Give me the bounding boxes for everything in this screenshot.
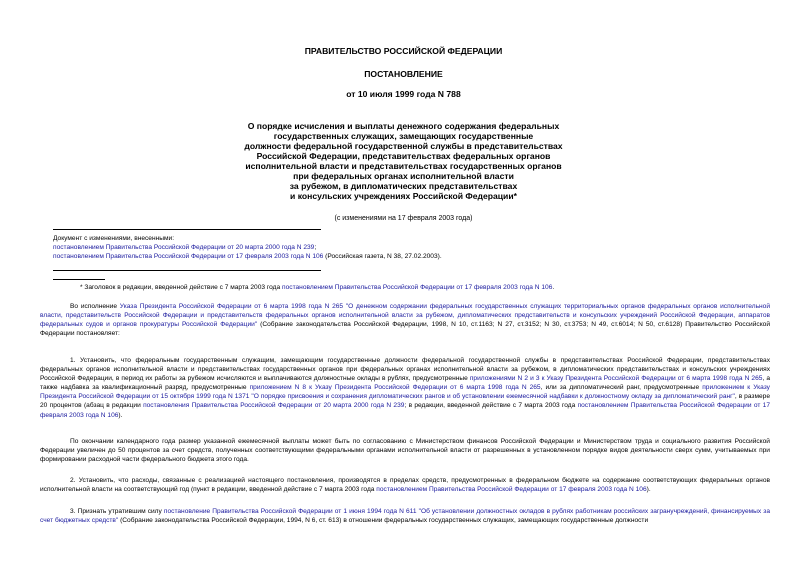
- item3-link-1994-611[interactable]: постановление Правительства Российской Федерации от 1 июня 1994 года N 611 "Об установлении должностных окладов в рублях работникам российских загранучреждений, финансируемых за счет бюджетных средств": [40, 508, 770, 525]
- item1-link-2003-106[interactable]: постановлением Правительства Российской Федерации от 17 февраля 2003 года N 106: [40, 402, 770, 419]
- footnote-link[interactable]: постановлением Правительства Российской Федерации от 17 февраля 2003 года N 106: [282, 284, 553, 291]
- item-1-paragraph: 1. Установить, что федеральным государственным служащим, замещающим государственные должности федеральной государственной службы в представительствах Российской Федерации, представительствах федеральных органов исполнительной власти и представительствах государственных органов при федеральных органах исполнительной власти за рубежом, в дипломатических представительствах и консульских учреждениях Российской Федерации, в период их работы за рубежом исчисляются и выплачиваются должностные оклады в рублях, предусмотренные приложениями N 2 и 3 к Указу Президента Российской Федерации от 6 марта 1998 года N 265, а также надбавка за квалификационный разряд, предусмотренные приложением N 8 к Указу Президента Российской Федерации от 6 марта 1998 года N 265, или за дипломатический ранг, предусмотренные приложением к Указу Президента Российской Федерации от 15 октября 1999 года N 1371 "О порядке присвоения и сохранения дипломатических рангов и об установлении ежемесячной надбавки к должностному окладу за дипломатический ранг", в размере 20 процентов (абзац в редакции постановления Правительства Российской Федерации от 20 марта 2000 года N 239; в редакции, введенной действие с 7 марта 2003 года постановлением Правительства Российской Федерации от 17 февраля 2003 года N 106).: [40, 357, 770, 419]
- title-line: должности федеральной государственной службы в представительствах: [244, 141, 563, 151]
- item2-link-2003-106[interactable]: постановлением Правительства Российской Федерации от 17 февраля 2003 года N 106: [376, 486, 647, 494]
- divider-top: [53, 229, 321, 230]
- preamble-paragraph: Во исполнение Указа Президента Российской Федерации от 6 марта 1998 года N 265 "О денежном содержании федеральных государственных служащих территориальных органов федеральных органов исполнительной власти, представительств Российской Федерации и представительств федеральных органов исполнительной власти за рубежом, дипломатических представительств и консульских учреждений Российской Федерации, аппаратов федеральных судов и органов прокуратуры Российской Федерации" (Собрание законодательства Российской Федерации, 1998, N 10, ст.1163; N 27, ст.3152; N 30, ст.3753; N 49, ст.6014; N 50, ст.6128) Правительство Российской Федерации постановляет:: [40, 303, 771, 338]
- changes-label: Документ с изменениями, внесенными:: [53, 235, 175, 242]
- title-line: государственных служащих, замещающих государственные: [273, 131, 534, 141]
- item1-link-2000-239[interactable]: постановления Правительства Российской Федерации от 20 марта 2000 года N 239: [143, 402, 405, 410]
- document-type-heading: ПОСТАНОВЛЕНИЕ: [364, 69, 443, 79]
- item1-link-appendix-2-3[interactable]: приложениями N 2 и 3 к Указу Президента Российской Федерации от 6 марта 1998 года N 265: [469, 375, 763, 383]
- change-item: постановлением Правительства Российской Федерации от 20 марта 2000 года N 239;: [53, 244, 317, 252]
- item-1-second-paragraph: По окончании календарного года размер указанной ежемесячной выплаты может быть по согласованию с Министерством финансов Российской Федерации и Министерством труда и социального развития Российской Федерации увеличен до 50 процентов за счет средств, полученных соответствующими федеральными органами исполнительной власти от разрешенных в установленном порядке видов деятельности сверх сумм, учитываемых при формировании расходной части федерального бюджета этого года.: [40, 438, 770, 464]
- item1-link-appendix-8[interactable]: приложением N 8 к Указу Президента Российской Федерации от 6 марта 1998 года N 265: [249, 384, 541, 392]
- change-link-2003[interactable]: постановлением Правительства Российской Федерации от 17 февраля 2003 года N 106: [53, 253, 324, 261]
- footnote-divider: [53, 279, 105, 280]
- change-item: постановлением Правительства Российской Федерации от 17 февраля 2003 года N 106 (Российская газета, N 38, 27.02.2003).: [53, 253, 442, 261]
- title-line: О порядке исчисления и выплаты денежного содержания федеральных: [247, 121, 560, 131]
- document-title: [0, 121, 807, 201]
- preamble-ukaz-link[interactable]: Указа Президента Российской Федерации от 6 марта 1998 года N 265 "О денежном содержании федеральных государственных служащих территориальных органов федеральных органов исполнительной власти, представительств Российской Федерации и представительств федеральных органов исполнительной власти за рубежом, дипломатических представительств и консульских учреждений Российской Федерации, аппаратов федеральных судов и органов прокуратуры Российской Федерации": [40, 303, 771, 329]
- government-heading: ПРАВИТЕЛЬСТВО РОССИЙСКОЙ ФЕДЕРАЦИИ: [304, 46, 503, 56]
- title-line: при федеральных органах исполнительной власти: [293, 171, 514, 181]
- title-line: Российской Федерации, представительствах федеральных органов: [256, 151, 551, 161]
- footnote: * Заголовок в редакции, введенной действие с 7 марта 2003 года постановлением Правительства Российской Федерации от 17 февраля 2003 года N 106.: [80, 284, 555, 291]
- title-line: исполнительной власти и представительствах государственных органов: [245, 161, 562, 171]
- item-2-paragraph: 2. Установить, что расходы, связанные с реализацией настоящего постановления, производятся в пределах средств, предусмотренных в федеральном бюджете на содержание соответствующих федеральных органов исполнительной власти на соответствующий год (пункт в редакции, введенной действие с 7 марта 2003 года постановлением Правительства Российской Федерации от 17 февраля 2003 года N 106).: [40, 477, 770, 494]
- amendments-note: (с изменениями на 17 февраля 2003 года): [334, 215, 473, 222]
- document-date: от 10 июля 1999 года N 788: [346, 89, 461, 99]
- title-line: за рубежом, в дипломатических представительствах: [289, 181, 518, 191]
- title-line: и консульских учреждениях Российской Федерации*: [290, 191, 517, 201]
- divider-bottom: [53, 270, 321, 271]
- item1-link-ukaz-1371[interactable]: приложением к Указу Президента Российской Федерации от 15 октября 1999 года N 1371 "О порядке присвоения и сохранения дипломатических рангов и об установлении ежемесячной надбавки к должностному окладу за дипломатический ранг": [40, 384, 770, 401]
- changes-list: [53, 234, 753, 261]
- change-link-2000[interactable]: постановлением Правительства Российской Федерации от 20 марта 2000 года N 239: [53, 244, 315, 252]
- item-3-paragraph: 3. Признать утратившим силу постановление Правительства Российской Федерации от 1 июня 1994 года N 611 "Об установлении должностных окладов в рублях работникам российских загранучреждений, финансируемых за счет бюджетных средств" (Собрание законодательства Российской Федерации, 1994, N 6, ст. 613) в отношении федеральных государственных служащих, замещающих государственные должности: [40, 508, 770, 525]
